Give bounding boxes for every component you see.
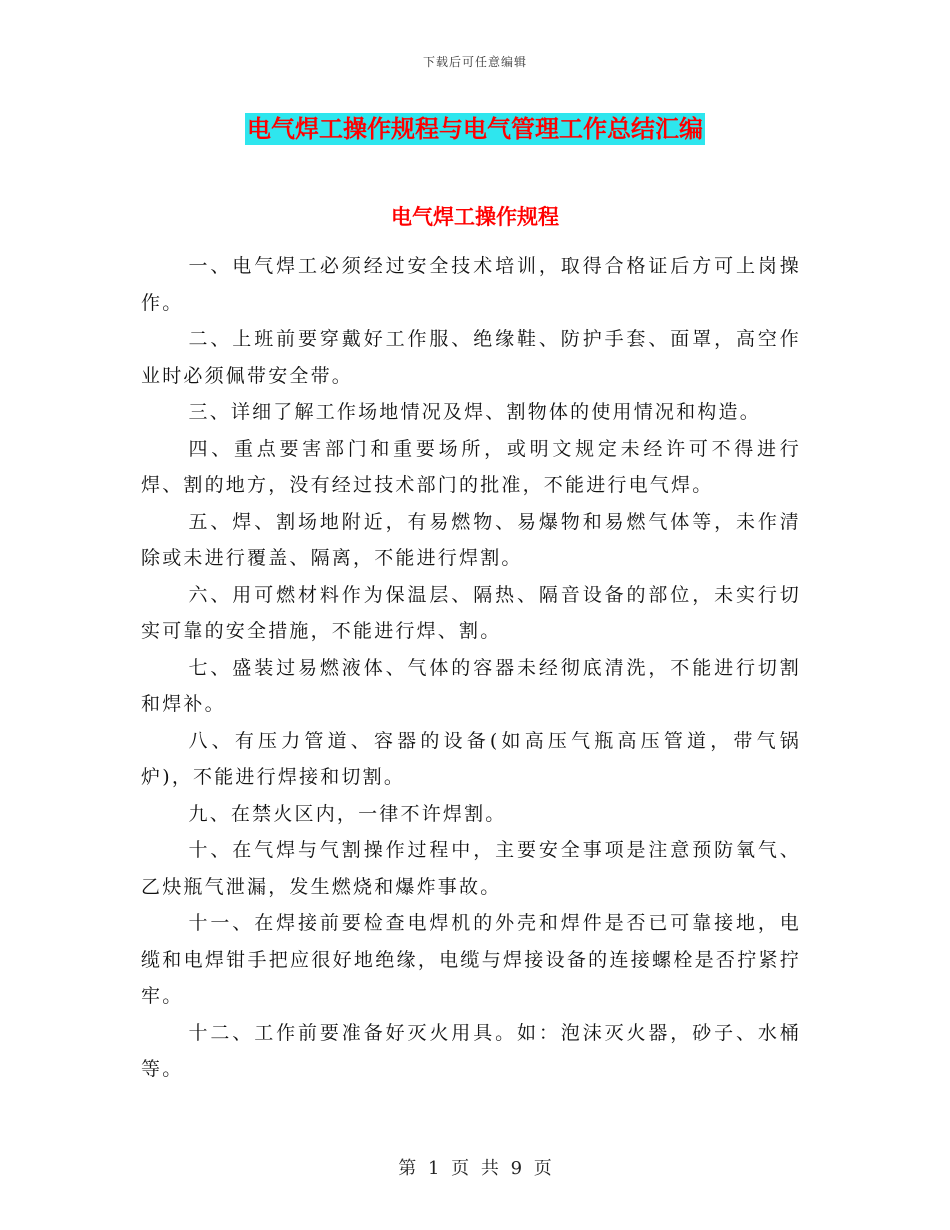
paragraph: 六、用可燃材料作为保温层、隔热、隔音设备的部位，未实行切实可靠的安全措施，不能进行焊、割。: [141, 583, 801, 642]
paragraph: 二、上班前要穿戴好工作服、绝缘鞋、防护手套、面罩，高空作业时必须佩带安全带。: [141, 328, 801, 387]
page-footer: 第 1 页 共 9 页: [398, 1158, 552, 1179]
paragraph: 八、有压力管道、容器的设备(如高压气瓶高压管道，带气锅炉)，不能进行焊接和切割。: [141, 729, 801, 788]
paragraph: 三、详细了解工作场地情况及焊、割物体的使用情况和构造。: [188, 401, 761, 423]
page-header: 下载后可任意编辑: [422, 55, 527, 69]
paragraph: 九、在禁火区内，一律不许焊割。: [188, 802, 507, 825]
paragraph: 十、在气焊与气割操作过程中，主要安全事项是注意预防氧气、乙炔瓶气泄漏，发生燃烧和爆炸事故。: [141, 839, 801, 898]
document-title-container: [0, 113, 950, 145]
paragraph: 七、盛装过易燃液体、气体的容器未经彻底清洗，不能进行切割和焊补。: [141, 656, 801, 715]
paragraph: 一、电气焊工必须经过安全技术培训，取得合格证后方可上岗操作。: [141, 255, 801, 314]
paragraph: 十二、工作前要准备好灭火用具。如：泡沫灭火器，砂子、水桶等。: [141, 1021, 801, 1080]
section-title: 电气焊工操作规程: [391, 204, 559, 229]
document-body: [141, 248, 801, 1088]
paragraph: 四、重点要害部门和重要场所，或明文规定未经许可不得进行焊、割的地方，没有经过技术部门的批准，不能进行电气焊。: [141, 437, 801, 496]
document-title: 电气焊工操作规程与电气管理工作总结汇编: [247, 114, 703, 143]
paragraph: 十一、在焊接前要检查电焊机的外壳和焊件是否已可靠接地，电缆和电焊钳手把应很好地绝缘，电缆与焊接设备的连接螺栓是否拧紧拧牢。: [141, 912, 801, 1007]
paragraph: 五、焊、割场地附近，有易燃物、易爆物和易燃气体等，未作清除或未进行覆盖、隔离，不能进行焊割。: [141, 510, 801, 569]
